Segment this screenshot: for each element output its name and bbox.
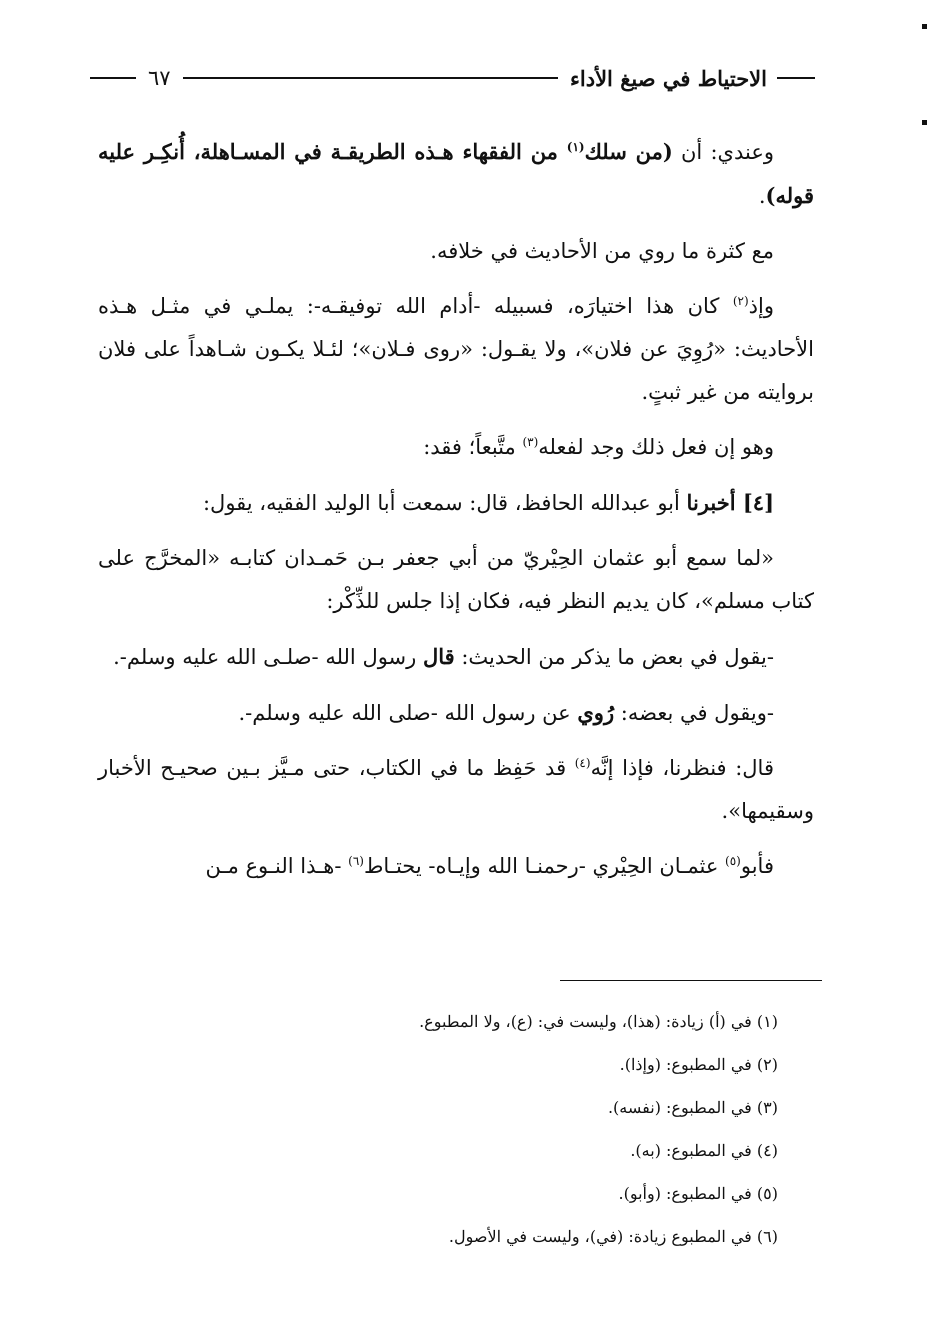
bold-quote: (من سلك$^{(١)}$ من الفقهاء هـذه الطريقـة في المسـاهلة، أُنكِـر عليه قوله) <box>98 139 814 208</box>
footnote: (٦) في المطبوع زيادة: (في)، وليست في الأصول. <box>448 1227 778 1246</box>
paragraph: -يقول في بعض ما يذكر من الحديث: قال رسول الله -صلـى الله عليه وسلم-. <box>113 644 774 669</box>
paragraph: وهو إن فعل ذلك وجد لفعله$^{(٣)}$ متَّبعاً؛ فقد: <box>423 435 774 459</box>
footnote-separator <box>560 980 822 981</box>
header-rule-lead <box>777 77 815 79</box>
hadith-chain: [٤] أخبرنا أبو عبدالله الحافظ، قال: سمعت أبا الوليد الفقيه، يقول: <box>202 490 774 515</box>
paragraph: وعندي: أن (من سلك$^{(١)}$ من الفقهاء هـذه الطريقـة في المسـاهلة، أُنكِـر عليه قوله). <box>98 139 814 208</box>
footnote: (٣) في المطبوع: (نفسه). <box>607 1098 778 1117</box>
footnotes <box>98 1000 778 1258</box>
narration-keyword: رُوي <box>577 700 615 725</box>
scan-edge-mark <box>922 120 927 125</box>
footnote-ref[interactable]: (١) <box>566 140 585 154</box>
footnote: (٤) في المطبوع: (به). <box>630 1141 778 1160</box>
narration-keyword: أخبرنا <box>686 490 736 515</box>
paragraph: -ويقول في بعضه: رُوي عن رسول الله -صلى الله عليه وسلم-. <box>238 700 774 725</box>
paragraph: وإذ$^{(٢)}$ كان هذا اختيارَه، فسبيله -أدام الله توفيقـه-: يملـي في مثـل هـذه الأحاديث: «رُوِيَ عن فلان»، ولا يقـول: «روى فـلان»؛ لئـلا يكـون شـاهداً على فلان بروايته من غير ثبتٍ. <box>98 294 814 404</box>
main-text <box>98 130 814 900</box>
narration-keyword: قال <box>422 644 455 669</box>
footnote: (٢) في المطبوع: (وإذا). <box>619 1055 778 1074</box>
paragraph: فأبو$^{(٥)}$ عثمـان الحِيْري -رحمنـا الله وإيـاه- يحتـاط$^{(٦)}$ -هـذا النـوع مـن <box>205 854 774 878</box>
paragraph: «لما سمع أبو عثمان الحِيْريّ من أبي جعفر بـن حَمـدان كتابـه «المخرَّج على كتاب مسلم»، كان يديم النظر فيه، فكان إذا جلس للذِّكْر: <box>98 546 814 613</box>
scan-edge-mark <box>922 24 927 29</box>
page-number: ٦٧ <box>148 66 171 90</box>
footnote: (١) في (أ) زيادة: (هذا)، وليست في: (ع)، ولا المطبوع. <box>419 1012 778 1031</box>
footnote: (٥) في المطبوع: (وأبو). <box>618 1184 778 1203</box>
paragraph: قال: فنظرنا، فإذا إنَّه$^{(٤)}$ قد حَفِظ ما في الكتاب، حتى مـيَّز بـين صحيـح الأخبار وسقيمها». <box>98 756 814 823</box>
header-rule-end <box>90 77 136 79</box>
paragraph: مع كثرة ما روي من الأحاديث في خلافه. <box>430 239 774 263</box>
chapter-title: الاحتياط في صيغ الأداء <box>570 65 767 91</box>
footnote-ref[interactable]: (٥) <box>725 854 741 868</box>
footnote-ref[interactable]: (٢) <box>732 294 749 308</box>
footnote-ref[interactable]: (٤) <box>574 756 591 770</box>
running-header <box>90 58 815 98</box>
footnote-ref[interactable]: (٣) <box>522 435 539 449</box>
header-rule-middle <box>183 77 558 79</box>
hadith-number: [٤] <box>735 490 774 515</box>
footnote-ref[interactable]: (٦) <box>348 854 364 868</box>
